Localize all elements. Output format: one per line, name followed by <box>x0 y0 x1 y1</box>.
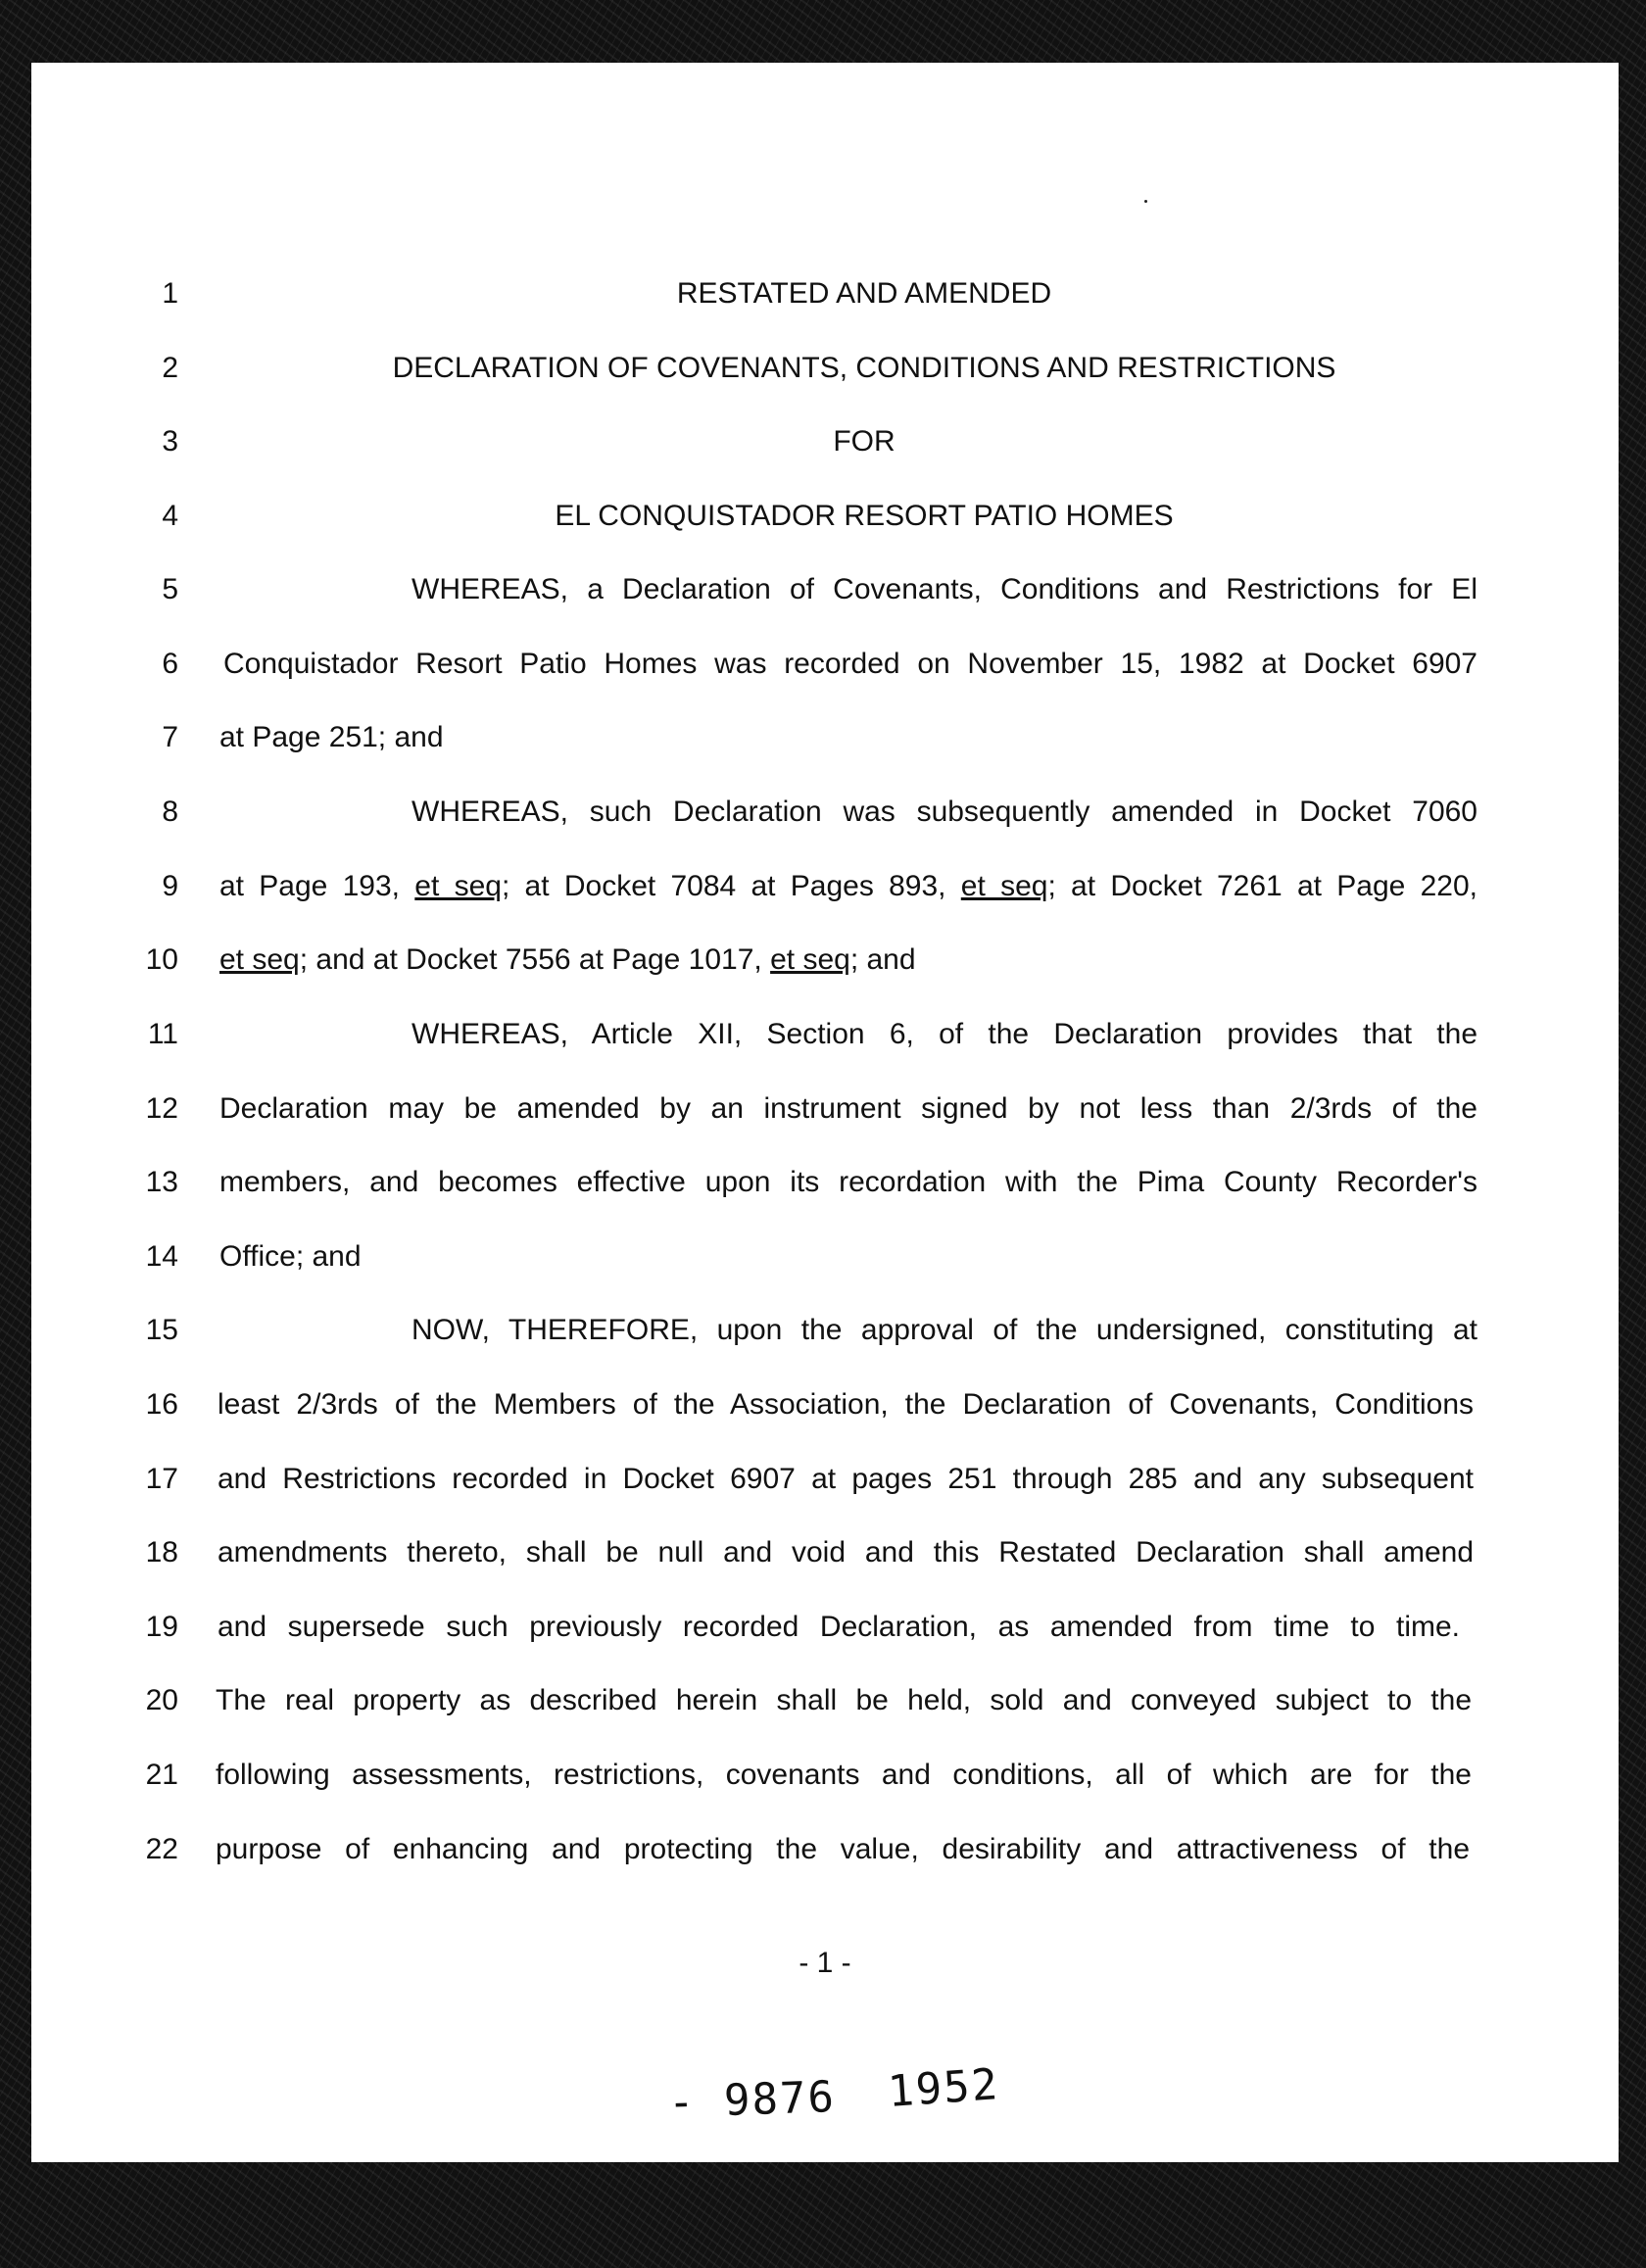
body-text: Office; and <box>219 1240 362 1273</box>
line-number: 21 <box>145 1759 178 1791</box>
body-text: following assessments, restrictions, covenants and conditions, all of which are for the <box>216 1759 1472 1791</box>
document-page <box>31 63 1619 2162</box>
document-line <box>31 1375 1619 1434</box>
document-line <box>31 1523 1619 1582</box>
line-number: 11 <box>147 1018 178 1050</box>
page-number: - 1 - <box>799 1947 851 1979</box>
body-text: members, and becomes effective upon its recordation with the Pima County Recorder's <box>219 1166 1477 1198</box>
line-number: 4 <box>162 500 178 532</box>
line-number: 17 <box>145 1463 178 1495</box>
text-segment: at Page 193, <box>219 870 415 902</box>
body-text: and supersede such previously recorded Declaration, as amended from time to time. <box>218 1611 1460 1643</box>
document-line <box>31 1598 1619 1657</box>
body-text: The real property as described herein shall be held, sold and conveyed subject to the <box>216 1684 1472 1716</box>
body-text: least 2/3rds of the Members of the Association, the Declaration of Covenants, Conditions <box>218 1388 1474 1421</box>
document-line <box>31 1671 1619 1730</box>
scan-speck <box>1144 200 1147 203</box>
line-number: 16 <box>145 1388 178 1421</box>
document-line <box>31 1746 1619 1805</box>
body-text: at Page 251; and <box>219 721 444 753</box>
citation-et-seq: et seq <box>960 870 1048 902</box>
document-line <box>31 1301 1619 1360</box>
docket-stamp <box>667 2059 1060 2130</box>
document-line <box>31 708 1619 767</box>
line-number: 3 <box>162 425 178 458</box>
body-text <box>219 931 1477 989</box>
text-segment: ; and <box>849 943 916 976</box>
line-number: 9 <box>162 870 178 902</box>
document-title: EL CONQUISTADOR RESORT PATIO HOMES <box>555 500 1174 532</box>
document-line <box>31 1820 1619 1879</box>
body-text: Conquistador Resort Patio Homes was recorded on November 15, 1982 at Docket 6907 <box>223 648 1477 680</box>
body-text <box>219 857 1477 916</box>
document-line <box>31 931 1619 989</box>
body-text: WHEREAS, such Declaration was subsequently amended in Docket 7060 <box>412 796 1477 828</box>
line-number: 2 <box>162 352 178 384</box>
document-line <box>31 487 1619 546</box>
line-number: 22 <box>145 1833 178 1865</box>
body-text: WHEREAS, Article XII, Section 6, of the Declaration provides that the <box>412 1018 1477 1050</box>
document-line <box>31 1153 1619 1212</box>
line-number: 7 <box>162 721 178 753</box>
document-line <box>31 412 1619 471</box>
line-number: 14 <box>145 1240 178 1273</box>
document-line <box>31 1005 1619 1064</box>
line-number: 15 <box>145 1314 178 1346</box>
body-text: and Restrictions recorded in Docket 6907 at pages 251 through 285 and any subsequent <box>218 1463 1474 1495</box>
line-number: 18 <box>145 1536 178 1568</box>
document-title: RESTATED AND AMENDED <box>676 277 1052 310</box>
docket-page: 1952 <box>886 2059 1001 2117</box>
docket-number: - 9876 <box>667 2072 837 2128</box>
body-text: WHEREAS, a Declaration of Covenants, Conditions and Restrictions for El <box>412 573 1477 605</box>
document-title: FOR <box>833 425 896 458</box>
document-title: DECLARATION OF COVENANTS, CONDITIONS AND RESTRICTIONS <box>392 352 1336 384</box>
line-number: 6 <box>162 648 178 680</box>
text-segment: ; and at Docket 7556 at Page 1017, <box>299 943 771 976</box>
citation-et-seq: et seq <box>770 943 850 976</box>
line-number: 12 <box>145 1092 178 1125</box>
body-text: purpose of enhancing and protecting the value, desirability and attractiveness of the <box>216 1833 1470 1865</box>
document-line <box>31 1450 1619 1509</box>
body-text: NOW, THEREFORE, upon the approval of the undersigned, constituting at <box>412 1314 1477 1346</box>
line-number: 5 <box>162 573 178 605</box>
line-number: 19 <box>145 1611 178 1643</box>
citation-et-seq: et seq <box>219 943 300 976</box>
line-number: 13 <box>145 1166 178 1198</box>
document-line <box>31 635 1619 694</box>
document-line <box>31 1228 1619 1286</box>
text-segment: ; at Docket 7261 at Page 220, <box>1047 870 1478 902</box>
document-line <box>31 1080 1619 1138</box>
line-number: 1 <box>162 277 178 310</box>
line-number: 10 <box>145 943 178 976</box>
document-line <box>31 857 1619 916</box>
document-line <box>31 265 1619 323</box>
document-line <box>31 783 1619 842</box>
document-line <box>31 339 1619 398</box>
line-number: 20 <box>145 1684 178 1716</box>
citation-et-seq: et seq <box>414 870 502 902</box>
document-line <box>31 560 1619 619</box>
body-text: Declaration may be amended by an instrument signed by not less than 2/3rds of the <box>219 1092 1477 1125</box>
body-text: amendments thereto, shall be null and void and this Restated Declaration shall amend <box>218 1536 1474 1568</box>
text-segment: ; at Docket 7084 at Pages 893, <box>501 870 961 902</box>
line-number: 8 <box>162 796 178 828</box>
